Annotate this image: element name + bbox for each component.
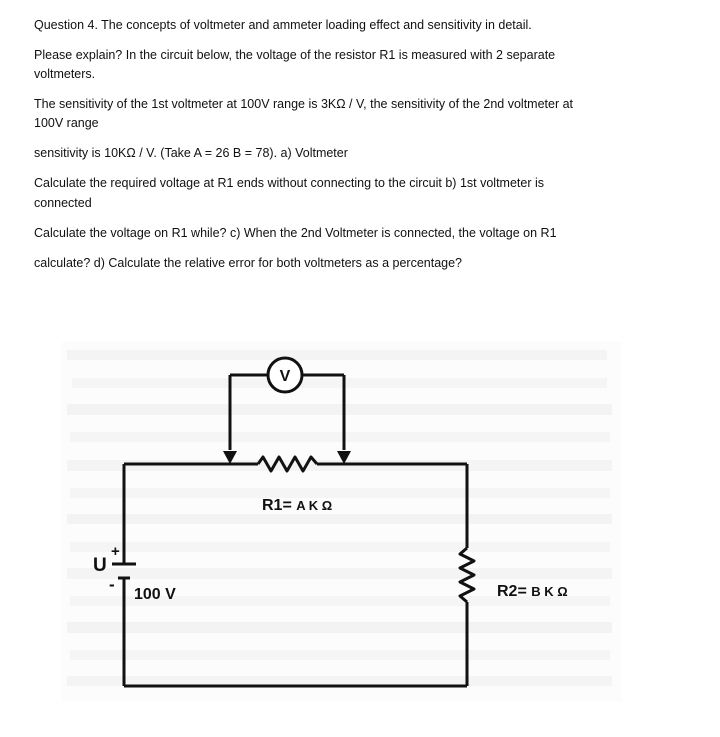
voltmeter-symbol: V	[279, 368, 291, 385]
scan-texture	[62, 342, 622, 702]
source-symbol: U	[93, 555, 107, 576]
question-line-10: calculate? d) Calculate the relative error for both voltmeters as a percentage?	[34, 256, 463, 270]
r2-label	[497, 583, 568, 600]
source-voltage: 100 V	[134, 586, 176, 603]
r2-label-value: B K Ω	[531, 584, 568, 599]
question-line-8: connected	[34, 196, 92, 210]
source-plus-sign: +	[111, 543, 120, 560]
question-line-2: Please explain? In the circuit below, the voltage of the resistor R1 is measured with 2 separate	[34, 48, 556, 62]
circuit-diagram	[62, 342, 622, 702]
question-line-1: Question 4. The concepts of voltmeter and ammeter loading effect and sensitivity in detail.	[34, 18, 532, 32]
question-line-9: Calculate the voltage on R1 while? c) When the 2nd Voltmeter is connected, the voltage on R1	[34, 226, 557, 240]
r1-label-value: A K Ω	[296, 498, 333, 513]
r1-label	[262, 497, 332, 514]
source-minus-sign: -	[109, 575, 115, 594]
r2-label-name: R2=	[497, 583, 532, 600]
question-line-4: The sensitivity of the 1st voltmeter at 100V range is 3KΩ / V, the sensitivity of the 2nd voltmeter at	[34, 97, 574, 111]
question-line-6: sensitivity is 10KΩ / V. (Take A = 26 B = 78). a) Voltmeter	[34, 146, 348, 160]
r1-label-name: R1=	[262, 497, 297, 514]
question-line-5: 100V range	[34, 116, 99, 130]
question-line-3: voltmeters.	[34, 67, 96, 81]
question-line-7: Calculate the required voltage at R1 ends without connecting to the circuit b) 1st voltmeter is	[34, 176, 544, 190]
